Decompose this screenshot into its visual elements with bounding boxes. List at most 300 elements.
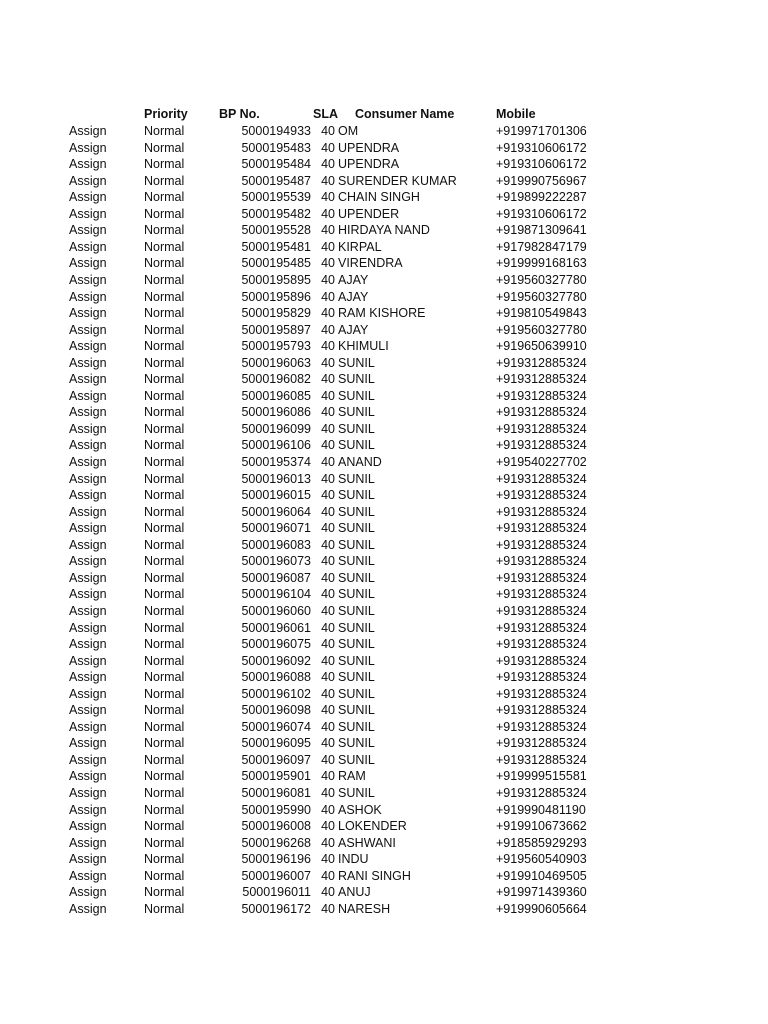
- consumer-name-cell: AJAY: [338, 289, 369, 304]
- consumer-name-cell: LOKENDER: [338, 819, 407, 834]
- mobile-cell: +919310606172: [496, 157, 587, 172]
- sla-cell: 40: [321, 190, 335, 205]
- action-cell[interactable]: Assign: [69, 471, 107, 486]
- header-row: [0, 106, 768, 123]
- sla-cell: 40: [321, 388, 335, 403]
- action-cell[interactable]: Assign: [69, 355, 107, 370]
- mobile-cell: +919560540903: [496, 852, 587, 867]
- bp-no-cell: 5000195895: [241, 272, 311, 287]
- priority-cell: Normal: [144, 736, 185, 751]
- mobile-cell: +919312885324: [496, 752, 587, 767]
- mobile-cell: +919910469505: [496, 868, 587, 883]
- action-cell[interactable]: Assign: [69, 455, 107, 469]
- table-row: [0, 504, 768, 521]
- action-cell[interactable]: Assign: [69, 703, 107, 718]
- priority-cell: Normal: [144, 670, 185, 685]
- consumer-name-cell: RAM KISHORE: [338, 306, 426, 321]
- mobile-cell: +919312885324: [496, 521, 587, 536]
- action-cell[interactable]: Assign: [69, 372, 107, 387]
- sla-cell: 40: [321, 554, 335, 569]
- consumer-name-cell: SUNIL: [338, 587, 375, 602]
- priority-cell: Normal: [144, 868, 185, 883]
- mobile-cell: +919312885324: [496, 719, 587, 734]
- action-cell[interactable]: Assign: [69, 157, 107, 172]
- bp-no-cell: 5000196102: [241, 686, 311, 701]
- bp-no-cell: 5000196011: [242, 885, 311, 900]
- consumer-name-cell: SUNIL: [338, 372, 375, 387]
- table-row: [0, 735, 768, 752]
- sla-cell: 40: [321, 289, 335, 304]
- consumer-name-cell: KHIMULI: [338, 339, 389, 354]
- mobile-cell: +919560327780: [496, 289, 587, 304]
- sla-cell: 40: [321, 901, 335, 916]
- mobile-cell: +919312885324: [496, 537, 587, 552]
- mobile-cell: +919312885324: [496, 736, 587, 751]
- table-row: [0, 272, 768, 289]
- action-cell[interactable]: Assign: [69, 802, 107, 817]
- consumer-name-cell: SUNIL: [338, 488, 375, 503]
- mobile-cell: +919999515581: [496, 769, 587, 784]
- bp-no-cell: 5000196061: [241, 620, 311, 635]
- sla-cell: 40: [321, 736, 335, 751]
- table-row: [0, 255, 768, 272]
- priority-cell: Normal: [144, 124, 185, 138]
- mobile-cell: +919540227702: [496, 455, 587, 469]
- sla-cell: 40: [321, 140, 335, 155]
- table-row: [0, 421, 768, 438]
- sla-cell: 40: [321, 653, 335, 668]
- priority-cell: Normal: [144, 455, 185, 469]
- sla-cell: 40: [321, 223, 335, 238]
- mobile-cell: +919990481190: [496, 802, 586, 817]
- table-row: [0, 156, 768, 173]
- priority-cell: Normal: [144, 157, 185, 172]
- priority-cell: Normal: [144, 388, 185, 403]
- priority-cell: Normal: [144, 802, 185, 817]
- header-mobile: Mobile: [496, 107, 536, 121]
- action-cell[interactable]: Assign: [69, 570, 107, 585]
- action-cell[interactable]: Assign: [69, 521, 107, 536]
- priority-cell: Normal: [144, 769, 185, 784]
- consumer-name-cell: CHAIN SINGH: [338, 190, 420, 205]
- sla-cell: 40: [321, 819, 335, 834]
- mobile-cell: +919971701306: [496, 124, 587, 138]
- action-cell[interactable]: Assign: [69, 786, 107, 800]
- bp-no-cell: 5000196268: [241, 835, 311, 850]
- consumer-name-cell: SUNIL: [338, 570, 375, 585]
- action-cell[interactable]: Assign: [69, 554, 107, 569]
- sla-cell: 40: [321, 769, 335, 784]
- sla-cell: 40: [321, 835, 335, 850]
- bp-no-cell: 5000195990: [241, 802, 311, 817]
- mobile-cell: +919910673662: [496, 819, 587, 834]
- action-cell[interactable]: Assign: [69, 819, 107, 834]
- mobile-cell: +919899222287: [496, 190, 587, 205]
- priority-cell: Normal: [144, 719, 185, 734]
- priority-cell: Normal: [144, 372, 185, 387]
- action-cell[interactable]: Assign: [69, 537, 107, 552]
- consumer-name-cell: SUNIL: [338, 521, 375, 536]
- consumer-name-cell: SUNIL: [338, 554, 375, 569]
- sla-cell: 40: [321, 885, 335, 900]
- priority-cell: Normal: [144, 488, 185, 503]
- consumer-name-cell: SUNIL: [338, 637, 375, 652]
- sla-cell: 40: [321, 587, 335, 602]
- consumer-name-cell: UPENDER: [338, 206, 400, 221]
- priority-cell: Normal: [144, 786, 185, 800]
- bp-no-cell: 5000196104: [241, 587, 311, 602]
- priority-cell: Normal: [144, 587, 185, 602]
- consumer-name-cell: SUNIL: [338, 620, 375, 635]
- consumer-name-cell: SUNIL: [338, 471, 375, 486]
- priority-cell: Normal: [144, 885, 185, 900]
- consumer-name-cell: SUNIL: [338, 686, 375, 701]
- mobile-cell: +919312885324: [496, 570, 587, 585]
- table-row: [0, 437, 768, 454]
- sla-cell: 40: [321, 620, 335, 635]
- mobile-cell: +919312885324: [496, 504, 587, 519]
- table-row: [0, 487, 768, 504]
- sla-cell: 40: [321, 339, 335, 354]
- mobile-cell: +919312885324: [496, 372, 587, 387]
- action-cell[interactable]: Assign: [69, 223, 107, 238]
- table-row: [0, 802, 768, 819]
- priority-cell: Normal: [144, 521, 185, 536]
- consumer-name-cell: SUNIL: [338, 703, 375, 718]
- priority-cell: Normal: [144, 339, 185, 354]
- consumer-name-cell: VIRENDRA: [338, 256, 403, 271]
- action-cell[interactable]: Assign: [69, 256, 107, 271]
- priority-cell: Normal: [144, 421, 185, 436]
- action-cell[interactable]: Assign: [69, 421, 107, 436]
- mobile-cell: +919312885324: [496, 421, 587, 436]
- mobile-cell: +919312885324: [496, 488, 587, 503]
- table-row: [0, 471, 768, 488]
- mobile-cell: +919312885324: [496, 603, 587, 618]
- priority-cell: Normal: [144, 272, 185, 287]
- table-row: [0, 768, 768, 785]
- consumer-name-cell: SUNIL: [338, 603, 375, 618]
- action-cell[interactable]: Assign: [69, 653, 107, 668]
- table-row: [0, 388, 768, 405]
- mobile-cell: +919871309641: [496, 223, 587, 238]
- bp-no-cell: 5000194933: [241, 124, 311, 138]
- action-cell[interactable]: Assign: [69, 852, 107, 867]
- sla-cell: 40: [321, 256, 335, 271]
- action-cell[interactable]: Assign: [69, 140, 107, 155]
- consumer-name-cell: SUNIL: [338, 537, 375, 552]
- sla-cell: 40: [321, 455, 335, 469]
- bp-no-cell: 5000195482: [241, 206, 311, 221]
- sla-cell: 40: [321, 521, 335, 536]
- sla-cell: 40: [321, 438, 335, 453]
- priority-cell: Normal: [144, 835, 185, 850]
- consumer-name-cell: SUNIL: [338, 388, 375, 403]
- bp-no-cell: 5000196074: [241, 719, 311, 734]
- sla-cell: 40: [321, 868, 335, 883]
- table-row: [0, 719, 768, 736]
- consumer-name-cell: NARESH: [338, 901, 391, 916]
- table-row: [0, 404, 768, 421]
- header-sla: SLA: [313, 107, 338, 121]
- table-row: [0, 669, 768, 686]
- action-cell[interactable]: Assign: [69, 190, 107, 205]
- sla-cell: 40: [321, 124, 335, 138]
- table-row: [0, 537, 768, 554]
- sla-cell: 40: [321, 719, 335, 734]
- consumer-name-cell: SURENDER KUMAR: [338, 173, 457, 188]
- bp-no-cell: 5000196099: [241, 421, 311, 436]
- bp-no-cell: 5000196088: [241, 670, 311, 685]
- priority-cell: Normal: [144, 289, 185, 304]
- table-row: [0, 884, 768, 901]
- consumer-name-cell: SUNIL: [338, 786, 375, 800]
- sla-cell: 40: [321, 703, 335, 718]
- sla-cell: 40: [321, 306, 335, 321]
- mobile-cell: +919312885324: [496, 388, 587, 403]
- action-cell[interactable]: Assign: [69, 620, 107, 635]
- mobile-cell: +919312885324: [496, 686, 587, 701]
- consumer-name-cell: AJAY: [338, 272, 369, 287]
- consumer-name-cell: SUNIL: [338, 653, 375, 668]
- sla-cell: 40: [321, 686, 335, 701]
- priority-cell: Normal: [144, 140, 185, 155]
- header-priority: Priority: [144, 107, 188, 121]
- table-row: [0, 123, 768, 140]
- action-cell[interactable]: Assign: [69, 173, 107, 188]
- mobile-cell: +919650639910: [496, 339, 587, 354]
- header-bp-no: BP No.: [219, 107, 260, 121]
- bp-no-cell: 5000195483: [241, 140, 311, 155]
- table-row: [0, 868, 768, 885]
- priority-cell: Normal: [144, 653, 185, 668]
- bp-no-cell: 5000196106: [241, 438, 311, 453]
- consumer-name-cell: RAM: [338, 769, 366, 784]
- mobile-cell: +919312885324: [496, 355, 587, 370]
- table-row: [0, 520, 768, 537]
- table-row: [0, 686, 768, 703]
- sla-cell: 40: [321, 637, 335, 652]
- action-cell[interactable]: Assign: [69, 504, 107, 519]
- bp-no-cell: 5000196086: [241, 405, 311, 420]
- consumer-name-cell: ASHWANI: [338, 835, 396, 850]
- table-row: [0, 355, 768, 372]
- sla-cell: 40: [321, 786, 335, 800]
- priority-cell: Normal: [144, 603, 185, 618]
- bp-no-cell: 5000196087: [241, 570, 311, 585]
- priority-cell: Normal: [144, 620, 185, 635]
- mobile-cell: +919312885324: [496, 620, 587, 635]
- table-row: [0, 603, 768, 620]
- action-cell[interactable]: Assign: [69, 306, 107, 321]
- mobile-cell: +919971439360: [496, 885, 587, 900]
- priority-cell: Normal: [144, 405, 185, 420]
- mobile-cell: +919312885324: [496, 438, 587, 453]
- consumer-name-cell: INDU: [338, 852, 369, 867]
- table-row: [0, 818, 768, 835]
- consumer-name-cell: SUNIL: [338, 438, 375, 453]
- bp-no-cell: 5000196098: [241, 703, 311, 718]
- bp-no-cell: 5000196013: [241, 471, 311, 486]
- consumer-name-cell: SUNIL: [338, 355, 375, 370]
- sla-cell: 40: [321, 372, 335, 387]
- header-consumer-name: Consumer Name: [355, 107, 455, 121]
- consumer-name-cell: ANUJ: [338, 885, 371, 900]
- table-row: [0, 586, 768, 603]
- action-cell[interactable]: Assign: [69, 736, 107, 751]
- bp-no-cell: 5000195539: [241, 190, 311, 205]
- bp-no-cell: 5000195901: [241, 769, 311, 784]
- bp-no-cell: 5000196015: [241, 488, 311, 503]
- action-cell[interactable]: Assign: [69, 752, 107, 767]
- consumer-name-cell: AJAY: [338, 322, 369, 337]
- action-cell[interactable]: Assign: [69, 388, 107, 403]
- action-cell[interactable]: Assign: [69, 769, 107, 784]
- table-row: [0, 851, 768, 868]
- bp-no-cell: 5000195829: [241, 306, 311, 321]
- mobile-cell: +919312885324: [496, 637, 587, 652]
- sla-cell: 40: [321, 157, 335, 172]
- priority-cell: Normal: [144, 570, 185, 585]
- priority-cell: Normal: [144, 504, 185, 519]
- sla-cell: 40: [321, 570, 335, 585]
- action-cell[interactable]: Assign: [69, 686, 107, 701]
- mobile-cell: +919312885324: [496, 670, 587, 685]
- sla-cell: 40: [321, 752, 335, 767]
- mobile-cell: +917982847179: [496, 239, 587, 254]
- action-cell[interactable]: Assign: [69, 868, 107, 883]
- action-cell[interactable]: Assign: [69, 835, 107, 850]
- sla-cell: 40: [321, 603, 335, 618]
- action-cell[interactable]: Assign: [69, 272, 107, 287]
- table-row: [0, 702, 768, 719]
- action-cell[interactable]: Assign: [69, 637, 107, 652]
- action-cell[interactable]: Assign: [69, 603, 107, 618]
- priority-cell: Normal: [144, 256, 185, 271]
- table-row: [0, 620, 768, 637]
- table-row: [0, 322, 768, 339]
- mobile-cell: +919310606172: [496, 206, 587, 221]
- bp-no-cell: 5000196075: [241, 637, 311, 652]
- priority-cell: Normal: [144, 686, 185, 701]
- mobile-cell: +919312885324: [496, 587, 587, 602]
- action-cell[interactable]: Assign: [69, 488, 107, 503]
- action-cell[interactable]: Assign: [69, 438, 107, 453]
- bp-no-cell: 5000195374: [241, 455, 311, 469]
- priority-cell: Normal: [144, 637, 185, 652]
- bp-no-cell: 5000196064: [241, 504, 311, 519]
- sla-cell: 40: [321, 670, 335, 685]
- consumer-name-cell: SUNIL: [338, 504, 375, 519]
- mobile-cell: +919990605664: [496, 901, 587, 916]
- bp-no-cell: 5000196085: [241, 388, 311, 403]
- mobile-cell: +919312885324: [496, 554, 587, 569]
- action-cell[interactable]: Assign: [69, 901, 107, 916]
- action-cell[interactable]: Assign: [69, 719, 107, 734]
- bp-no-cell: 5000196082: [241, 372, 311, 387]
- priority-cell: Normal: [144, 438, 185, 453]
- bp-no-cell: 5000196092: [241, 653, 311, 668]
- consumer-name-cell: OM: [338, 124, 359, 138]
- bp-no-cell: 5000195896: [241, 289, 311, 304]
- sla-cell: 40: [321, 206, 335, 221]
- mobile-cell: +919560327780: [496, 272, 587, 287]
- sla-cell: 40: [321, 504, 335, 519]
- table-row: [0, 653, 768, 670]
- consumer-name-cell: SUNIL: [338, 736, 375, 751]
- mobile-cell: +919990756967: [496, 173, 587, 188]
- mobile-cell: +919312885324: [496, 703, 587, 718]
- action-cell[interactable]: Assign: [69, 206, 107, 221]
- action-cell[interactable]: Assign: [69, 124, 107, 138]
- mobile-cell: +919310606172: [496, 140, 587, 155]
- table-row: [0, 553, 768, 570]
- bp-no-cell: 5000196083: [241, 537, 311, 552]
- consumer-name-cell: HIRDAYA NAND: [338, 223, 430, 238]
- sla-cell: 40: [321, 802, 335, 817]
- priority-cell: Normal: [144, 173, 185, 188]
- action-cell[interactable]: Assign: [69, 322, 107, 337]
- action-cell[interactable]: Assign: [69, 339, 107, 354]
- priority-cell: Normal: [144, 471, 185, 486]
- mobile-cell: +919312885324: [496, 786, 587, 800]
- action-cell[interactable]: Assign: [69, 239, 107, 254]
- sla-cell: 40: [321, 852, 335, 867]
- consumer-name-cell: ASHOK: [338, 802, 382, 817]
- action-cell[interactable]: Assign: [69, 587, 107, 602]
- sla-cell: 40: [321, 322, 335, 337]
- mobile-cell: +919810549843: [496, 306, 587, 321]
- action-cell[interactable]: Assign: [69, 289, 107, 304]
- mobile-cell: +919312885324: [496, 471, 587, 486]
- priority-cell: Normal: [144, 322, 185, 337]
- bp-no-cell: 5000196172: [241, 901, 311, 916]
- consumer-name-cell: SUNIL: [338, 719, 375, 734]
- bp-no-cell: 5000196097: [241, 752, 311, 767]
- consumer-name-cell: SUNIL: [338, 405, 375, 420]
- priority-cell: Normal: [144, 306, 185, 321]
- priority-cell: Normal: [144, 190, 185, 205]
- action-cell[interactable]: Assign: [69, 885, 107, 900]
- bp-no-cell: 5000196007: [241, 868, 311, 883]
- priority-cell: Normal: [144, 554, 185, 569]
- consumer-name-cell: RANI SINGH: [338, 868, 411, 883]
- priority-cell: Normal: [144, 206, 185, 221]
- table-row: [0, 785, 768, 802]
- table-row: [0, 305, 768, 322]
- bp-no-cell: 5000195481: [241, 239, 311, 254]
- bp-no-cell: 5000196073: [241, 554, 311, 569]
- action-cell[interactable]: Assign: [69, 670, 107, 685]
- table-row: [0, 371, 768, 388]
- bp-no-cell: 5000195793: [241, 339, 311, 354]
- sla-cell: 40: [321, 488, 335, 503]
- action-cell[interactable]: Assign: [69, 405, 107, 420]
- consumer-name-cell: KIRPAL: [338, 239, 382, 254]
- sla-cell: 40: [321, 471, 335, 486]
- priority-cell: Normal: [144, 537, 185, 552]
- table-row: [0, 454, 768, 471]
- sla-cell: 40: [321, 272, 335, 287]
- sla-cell: 40: [321, 537, 335, 552]
- table-row: [0, 289, 768, 306]
- priority-cell: Normal: [144, 239, 185, 254]
- bp-no-cell: 5000195897: [241, 322, 311, 337]
- mobile-cell: +919999168163: [496, 256, 587, 271]
- sla-cell: 40: [321, 239, 335, 254]
- bp-no-cell: 5000195485: [241, 256, 311, 271]
- priority-cell: Normal: [144, 852, 185, 867]
